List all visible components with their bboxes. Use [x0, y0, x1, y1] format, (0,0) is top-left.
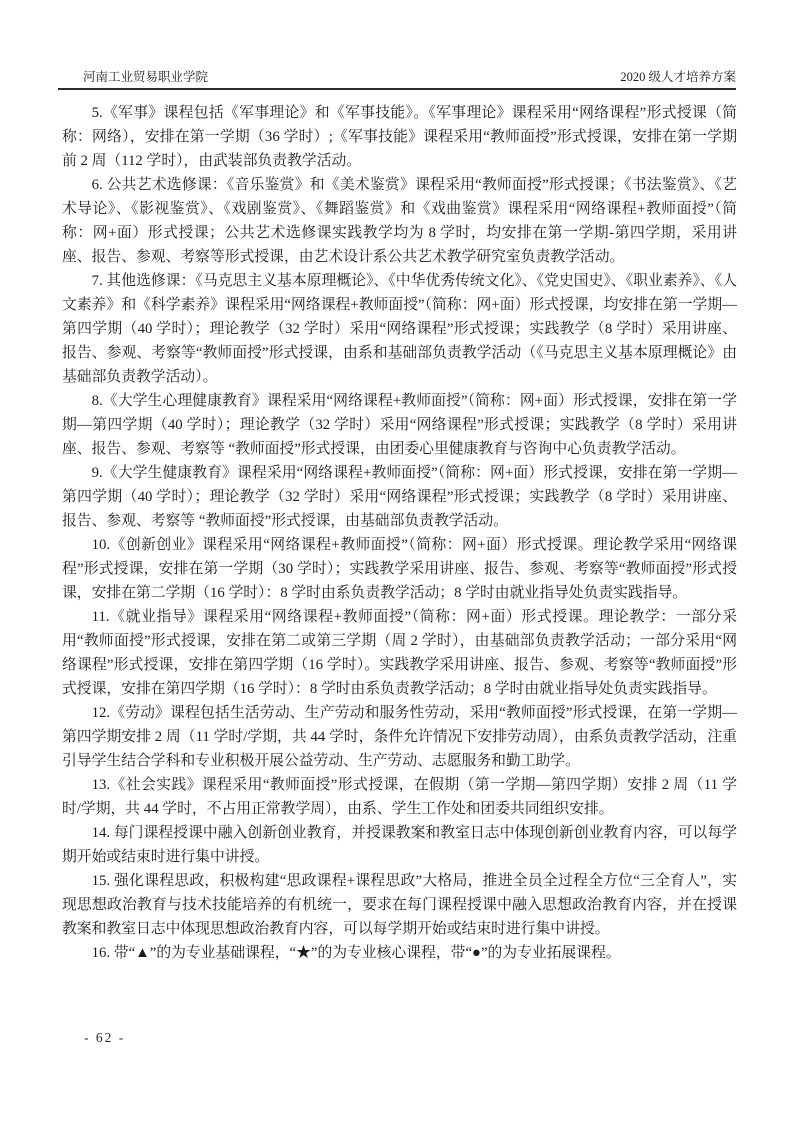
paragraph-7: 7. 其他选修课：《马克思主义基本原理概论》、《中华优秀传统文化》、《党史国史》、《职业素养》、《人文素养》和《科学素养》课程采用“网络课程+教师面授”（简称：网+面）形式授课，均安排在第一学期—第四学期（40 学时）；理论教学（32 学时）采用“网络课程”形式授课；实践教学（8 学时）采用讲座、报告、参观、考察等“教师面授”形式授课，由系和基础部负责教学活动（《马克思主义基本原理概论》由基础部负责教学活动）。 — [62, 273, 737, 385]
paragraph-11: 11.《就业指导》课程采用“网络课程+教师面授”（简称：网+面）形式授课。理论教学：一部分采用“教师面授”形式授课，安排在第二或第三学期（周 2 学时），由基础部负责教学活动；一部分采用“网络课程”形式授课，安排在第四学期（16 学时）。实践教学采用讲座、报告、参观、考察等“教师面授”形式授课，安排在第四学期（16 学时）：8 学时由系负责教学活动；8 学时由就业指导处负责实践指导。 — [62, 609, 737, 697]
page-number: - 62 - — [84, 1030, 126, 1045]
paragraph-13: 13.《社会实践》课程采用“教师面授”形式授课，在假期（第一学期—第四学期）安排 2 周（11 学时/学期，共 44 学时，不占用正常教学周），由系、学生工作处和团委共同组织安排。 — [62, 777, 737, 817]
paragraph-16: 16. 带“▲”的为专业基础课程，“★”的为专业核心课程，带“●”的为专业拓展课程。 — [91, 945, 621, 961]
paragraph-14: 14. 每门课程授课中融入创新创业教育，并授课教案和教室日志中体现创新创业教育内容，可以每学期开始或结束时进行集中讲授。 — [62, 825, 737, 865]
page-header — [58, 69, 736, 90]
paragraph-10: 10.《创新创业》课程采用“网络课程+教师面授”（简称：网+面）形式授课。理论教学采用“网络课程”形式授课，安排在第一学期（30 学时）；实践教学采用讲座、报告、参观、考察等“教师面授”形式授课，安排在第二学期（16 学时）：8 学时由系负责教学活动；8 学时由就业指导处负责实践指导。 — [62, 537, 737, 601]
header-plan-title: 2020 级人才培养方案 — [620, 70, 736, 84]
paragraph-6: 6. 公共艺术选修课：《音乐鉴赏》和《美术鉴赏》课程采用“教师面授”形式授课；《书法鉴赏》、《艺术导论》、《影视鉴赏》、《戏剧鉴赏》、《舞蹈鉴赏》和《戏曲鉴赏》课程采用“网络课程+教师面授”（简称：网+面）形式授课；公共艺术选修课实践教学均为 8 学时，均安排在第一学期-第四学期，采用讲座、报告、参观、考察等形式授课，由艺术设计系公共艺术教学研究室负责教学活动。 — [62, 177, 737, 265]
paragraph-15: 15. 强化课程思政，积极构建“思政课程+课程思政”大格局，推进全员全过程全方位“三全育人”，实现思想政治教育与技术技能培养的有机统一，要求在每门课程授课中融入思想政治教育内容，并在授课教案和教室日志中体现思想政治教育内容，可以每学期开始或结束时进行集中讲授。 — [62, 873, 737, 937]
paragraph-8: 8.《大学生心理健康教育》课程采用“网络课程+教师面授”（简称：网+面）形式授课，安排在第一学期—第四学期（40 学时）；理论教学（32 学时）采用“网络课程”形式授课；实践教学（8 学时）采用讲座、报告、参观、考察等 “教师面授”形式授课，由团委心里健康教育与咨询中心负责教学活动。 — [62, 393, 737, 457]
paragraph-12: 12.《劳动》课程包括生活劳动、生产劳动和服务性劳动，采用“教师面授”形式授课，在第一学期—第四学期安排 2 周（11 学时/学期，共 44 学时，条件允许情况下安排劳动周），由系负责教学活动，注重引导学生结合学科和专业积极开展公益劳动、生产劳动、志愿服务和勤工助学。 — [62, 705, 737, 769]
header-school-name: 河南工业贸易职业学院 — [83, 70, 209, 84]
paragraph-9: 9.《大学生健康教育》课程采用“网络课程+教师面授”（简称：网+面）形式授课，安排在第一学期—第四学期（40 学时）；理论教学（32 学时）采用“网络课程”形式授课；实践教学（8 学时）采用讲座、报告、参观、考察等 “教师面授”形式授课，由基础部负责教学活动。 — [62, 465, 737, 529]
paragraph-5: 5.《军事》课程包括《军事理论》和《军事技能》。《军事理论》课程采用“网络课程”形式授课（简称：网络），安排在第一学期（36 学时）;《军事技能》课程采用“教师面授”形式授课，安排在第一学期前 2 周（112 学时），由武装部负责教学活动。 — [62, 105, 737, 169]
document-body — [62, 101, 737, 965]
